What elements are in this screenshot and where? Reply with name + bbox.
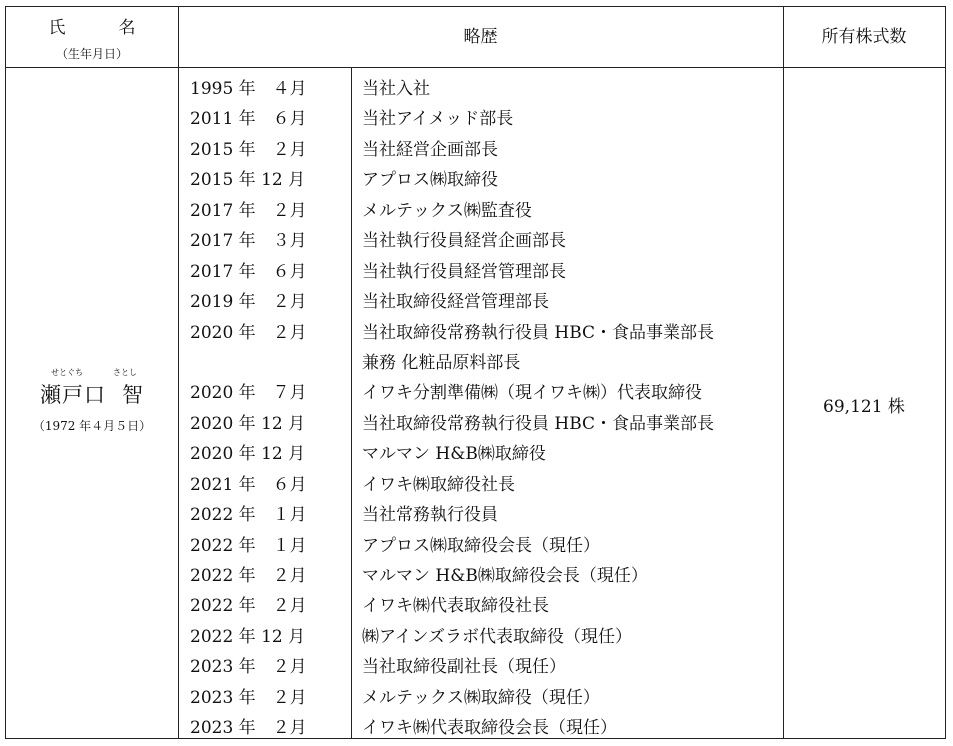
person-given-name: 智	[122, 383, 144, 407]
history-row	[6, 645, 783, 678]
history-date: 2019 年 ２月	[190, 292, 307, 313]
history-event: 当社経営企画部長	[362, 139, 498, 160]
history-event: 当社執行役員経営管理部長	[362, 261, 566, 282]
ruby-given: さとし	[113, 368, 137, 377]
history-event: 当社取締役経営管理部長	[362, 292, 549, 313]
history-date: 2023 年 ２月	[190, 687, 307, 708]
history-event: 当社執行役員経営企画部長	[362, 231, 566, 252]
history-date: 2022 年 １月	[190, 505, 307, 526]
history-date: 2022 年 ２月	[190, 566, 307, 586]
history-row	[6, 524, 783, 554]
history-event: イワキ㈱取締役社長	[362, 474, 515, 495]
history-event: メルテックス㈱取締役（現任）	[362, 687, 600, 708]
person-family-name: 瀬戸口	[40, 383, 106, 407]
history-list	[6, 67, 783, 737]
history-row	[6, 189, 783, 219]
history-row	[6, 67, 783, 97]
history-date: 2017 年 ６月	[190, 261, 307, 282]
history-date: 2020 年 12 月	[190, 444, 306, 465]
history-row	[6, 432, 783, 465]
history-date: 2023 年 ２月	[190, 657, 307, 678]
history-event: 当社取締役常務執行役員 HBC・食品事業部長	[362, 322, 715, 343]
history-date: 2021 年 ６月	[190, 474, 307, 495]
history-date: 2020 年 12 月	[190, 413, 306, 434]
history-row	[6, 158, 783, 191]
history-row	[6, 463, 783, 493]
history-row	[6, 341, 783, 371]
history-row	[6, 219, 783, 252]
history-row	[6, 706, 783, 739]
person-birth-date: （1972 年４月５日）	[32, 419, 152, 433]
history-event: メルテックス㈱監査役	[362, 200, 532, 221]
history-row	[6, 676, 783, 706]
history-row	[6, 402, 783, 432]
name-column-header	[6, 7, 178, 67]
history-event: イワキ㈱代表取締役社長	[362, 596, 549, 617]
history-row	[6, 584, 783, 617]
history-event: アプロス㈱取締役	[362, 170, 498, 191]
history-date: 2017 年 ２月	[190, 200, 307, 221]
column-divider	[783, 7, 784, 738]
history-event: アプロス㈱取締役会長（現任）	[362, 535, 600, 556]
history-event: イワキ分割準備㈱（現イワキ㈱）代表取締役	[362, 383, 702, 404]
history-date: 2017 年 ３月	[190, 231, 307, 252]
history-event: マルマン H&B㈱取締役	[362, 444, 546, 465]
history-event: 当社常務執行役員	[362, 505, 498, 526]
history-column-header: 略歴	[463, 27, 498, 47]
history-date: 2020 年 ２月	[190, 322, 307, 343]
history-date: 2020 年 ７月	[190, 383, 307, 404]
history-event: 当社取締役常務執行役員 HBC・食品事業部長	[362, 413, 715, 434]
history-date: 2023 年 ２月	[190, 718, 307, 739]
history-row	[6, 615, 783, 645]
history-date: 2015 年 ２月	[190, 139, 307, 160]
history-row	[6, 280, 783, 313]
history-date: 2011 年 ６月	[190, 109, 307, 130]
history-event: 兼務 化粧品原料部長	[362, 352, 521, 373]
history-event: 当社取締役副社長（現任）	[362, 657, 566, 678]
history-event: マルマン H&B㈱取締役会長（現任）	[362, 566, 648, 586]
history-row	[6, 250, 783, 280]
history-row	[6, 311, 783, 341]
history-event: 当社アイメッド部長	[362, 109, 514, 130]
history-date: 2022 年 １月	[190, 535, 307, 556]
name-header-label: 氏 名	[48, 18, 154, 38]
history-event: ㈱アインズラボ代表取締役（現任）	[362, 626, 632, 647]
shares-column-header: 所有株式数	[821, 27, 907, 47]
history-row	[6, 371, 783, 404]
history-date: 2022 年 ２月	[190, 596, 307, 617]
history-row	[6, 554, 783, 584]
history-date: 2015 年 12 月	[190, 170, 306, 191]
director-profile-table	[5, 6, 946, 739]
history-event: 当社入社	[362, 79, 430, 99]
birth-header-label: （生年月日）	[55, 47, 128, 61]
history-event: イワキ㈱代表取締役会長（現任）	[362, 718, 617, 739]
history-date: 1995 年 ４月	[190, 79, 307, 99]
history-row	[6, 97, 783, 130]
history-date: 2022 年 12 月	[190, 626, 306, 647]
history-row	[6, 128, 783, 158]
shares-owned: 69,121 株	[823, 397, 905, 417]
history-row	[6, 493, 783, 526]
ruby-family: せとぐち	[51, 368, 83, 377]
